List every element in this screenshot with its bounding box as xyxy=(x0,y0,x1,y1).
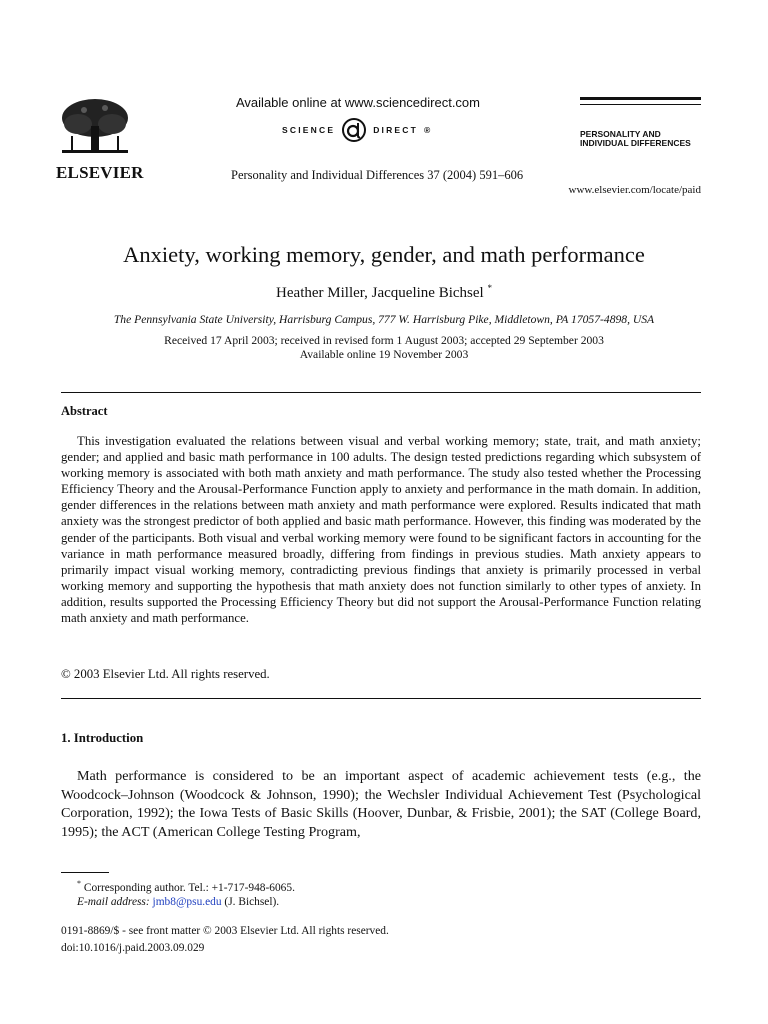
registered-mark: ® xyxy=(424,125,433,135)
issn-line: 0191-8869/$ - see front matter © 2003 Elsevier Ltd. All rights reserved. xyxy=(61,925,389,937)
article-authors xyxy=(0,283,768,302)
corresponding-text: Corresponding author. Tel.: +1-717-948-6065. xyxy=(83,881,295,894)
available-online-date: Available online 19 November 2003 xyxy=(299,348,469,361)
doi-line[interactable]: doi:10.1016/j.paid.2003.09.029 xyxy=(61,942,205,954)
publisher-name: ELSEVIER xyxy=(56,163,144,182)
journal-short-title xyxy=(580,130,691,148)
journal-rule-thin xyxy=(580,104,701,105)
received-dates: Received 17 April 2003; received in revised form 1 August 2003; accepted 29 September 2003 xyxy=(164,334,604,347)
sd-left-text: SCIENCE xyxy=(282,125,336,135)
abstract-copyright: © 2003 Elsevier Ltd. All rights reserved. xyxy=(61,667,270,681)
email-suffix: (J. Bichsel). xyxy=(224,896,280,908)
journal-short-line1: PERSONALITY AND xyxy=(580,129,661,139)
sciencedirect-logo xyxy=(282,117,433,143)
tree-logo-icon xyxy=(58,96,132,160)
email-footnote xyxy=(77,896,279,908)
abstract-top-rule xyxy=(61,392,701,393)
journal-rule-thick xyxy=(580,97,701,100)
elsevier-tree-logo xyxy=(58,96,132,160)
footnote-mark: * xyxy=(77,879,81,888)
available-online-link[interactable]: Available online at www.sciencedirect.com xyxy=(236,95,480,110)
footnote-rule xyxy=(61,872,109,873)
section-heading-introduction: 1. Introduction xyxy=(61,731,144,745)
email-label: E-mail address: xyxy=(77,896,150,908)
abstract-body: This investigation evaluated the relations between visual and verbal working memory; state, trait, and math anxiety; gender; and applied and basic math performance in 100 adults. The design tested predictions regarding which subsystem of working memory is associated with both math anxiety and math performance. The study also tested whether the Processing Efficiency Theory and the Arousal-Performance Function apply to anxiety and performance in the math domain. In addition, gender differences in the relations between math anxiety and math performance were explored. Results indicated that math anxiety was the strongest predictor of both applied and basic math performance. However, this finding was moderated by the gender of the participants. Both visual and verbal working memory were found to be significant factors in accounting for the variance in math performance measured broadly, differing from findings in previous studies. Math anxiety appears to primarily impact visual working memory, contradicting previous findings that anxiety is primarily processed in verbal working memory and supporting the hypothesis that math anxiety does not function similarly to other types of anxiety. In addition, results supported the Processing Efficiency Theory but did not support the Arousal-Performance Function relating math anxiety and math performance. xyxy=(61,434,701,626)
journal-citation: Personality and Individual Differences 37 (2004) 591–606 xyxy=(231,168,524,182)
corresponding-footnote xyxy=(77,879,295,894)
author-names: Heather Miller, Jacqueline Bichsel xyxy=(276,285,484,301)
journal-short-line2: INDIVIDUAL DIFFERENCES xyxy=(580,138,691,148)
article-dates xyxy=(0,334,768,362)
sd-right-text: DIRECT xyxy=(373,125,419,135)
corresponding-author-mark[interactable]: * xyxy=(487,283,492,293)
author-affiliation: The Pennsylvania State University, Harrisburg Campus, 777 W. Harrisburg Pike, Middletown, PA 17057-4898, USA xyxy=(113,313,655,326)
sciencedirect-at-icon xyxy=(341,117,367,143)
journal-url-link[interactable]: www.elsevier.com/locate/paid xyxy=(568,184,701,196)
introduction-paragraph: Math performance is considered to be an important aspect of academic achievement tests (e.g., the Woodcock–Johnson (Woodcock & Johnson, 1990); the Wechsler Individual Achievement Test (Psychological Corporation, 1992); the Iowa Tests of Basic Skills (Hoover, Dunbar, & Frisbie, 2001); the SAT (College Board, 1995); the ACT (American College Testing Program, xyxy=(61,768,701,841)
abstract-heading: Abstract xyxy=(61,404,108,418)
abstract-bottom-rule xyxy=(61,698,701,699)
article-title: Anxiety, working memory, gender, and math performance xyxy=(123,242,645,267)
email-link[interactable]: jmb8@psu.edu xyxy=(152,896,222,908)
